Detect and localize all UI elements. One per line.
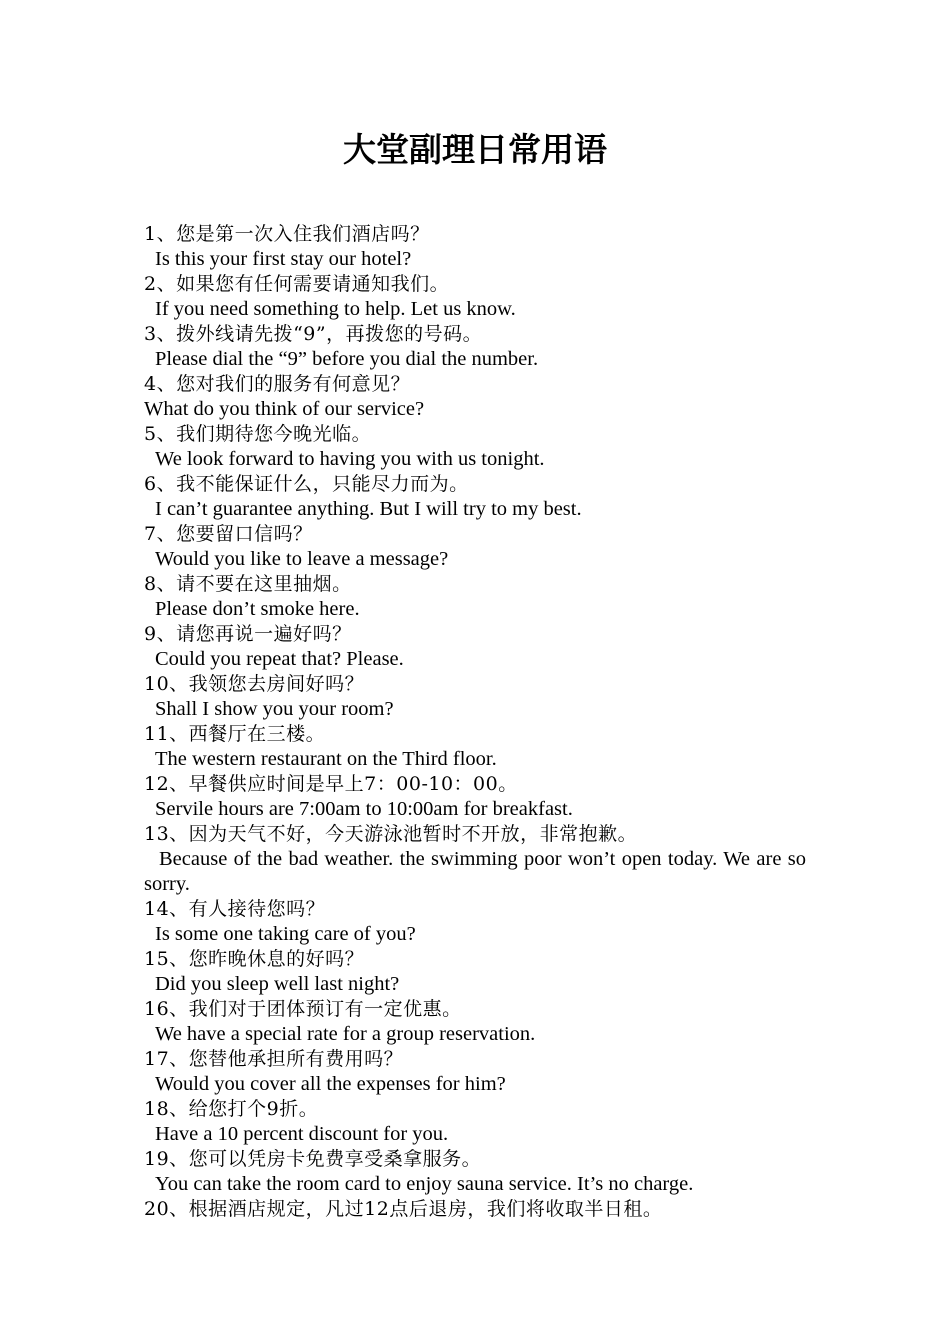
english-translation: Is this your first stay our hotel?	[155, 248, 412, 270]
list-item	[144, 822, 806, 897]
list-item	[144, 897, 806, 947]
list-item	[144, 1197, 806, 1222]
phrase-list	[144, 222, 806, 1222]
english-translation: Please don’t smoke here.	[155, 598, 360, 620]
list-item	[144, 422, 806, 472]
chinese-phrase: 4、您对我们的服务有何意见？	[144, 373, 411, 395]
page-title: 大堂副理日常用语	[343, 130, 607, 169]
chinese-phrase: 8、请不要在这里抽烟。	[144, 573, 352, 595]
english-translation: Shall I show you your room?	[155, 698, 394, 720]
english-translation: The western restaurant on the Third floor.	[155, 748, 497, 770]
chinese-phrase: 9、请您再说一遍好吗？	[144, 623, 352, 645]
english-translation: I can’t guarantee anything. But I will try to my best.	[155, 498, 582, 520]
chinese-phrase: 18、给您打个9折。	[144, 1098, 319, 1120]
chinese-phrase: 14、有人接待您吗？	[144, 898, 326, 920]
chinese-phrase: 10、我领您去房间好吗？	[144, 673, 365, 695]
english-translation: What do you think of our service?	[144, 398, 425, 420]
chinese-phrase: 20、根据酒店规定，凡过12点后退房，我们将收取半日租。	[144, 1198, 663, 1220]
english-translation: Is some one taking care of you?	[155, 923, 416, 945]
chinese-phrase: 5、我们期待您今晚光临。	[144, 423, 372, 445]
chinese-phrase: 17、您替他承担所有费用吗？	[144, 1048, 404, 1070]
list-item	[144, 672, 806, 722]
english-translation: Servile hours are 7:00am to 10:00am for breakfast.	[155, 798, 573, 820]
list-item	[144, 722, 806, 772]
list-item	[144, 222, 806, 272]
english-translation: If you need something to help. Let us know.	[155, 298, 516, 320]
list-item	[144, 272, 806, 322]
list-item	[144, 322, 806, 372]
chinese-phrase: 1、您是第一次入住我们酒店吗？	[144, 223, 430, 245]
english-translation: Did you sleep well last night?	[155, 973, 400, 995]
chinese-phrase: 7、您要留口信吗？	[144, 523, 313, 545]
list-item	[144, 522, 806, 572]
list-item	[144, 1097, 806, 1147]
english-translation: We have a special rate for a group reservation.	[155, 1023, 536, 1045]
list-item	[144, 472, 806, 522]
chinese-phrase: 3、拨外线请先拨“9”，再拨您的号码。	[144, 323, 483, 345]
list-item	[144, 997, 806, 1047]
english-translation: Would you like to leave a message?	[155, 548, 449, 570]
chinese-phrase: 6、我不能保证什么，只能尽力而为。	[144, 473, 469, 495]
chinese-phrase: 12、早餐供应时间是早上7：00-10：00。	[144, 773, 518, 795]
chinese-phrase: 13、因为天气不好，今天游泳池暂时不开放，非常抱歉。	[144, 823, 638, 845]
english-translation: We look forward to having you with us tonight.	[155, 448, 545, 470]
english-translation: Could you repeat that? Please.	[155, 648, 404, 670]
chinese-phrase: 16、我们对于团体预订有一定优惠。	[144, 998, 462, 1020]
english-translation: Please dial the “9” before you dial the number.	[155, 348, 539, 370]
list-item	[144, 572, 806, 622]
english-translation: Have a 10 percent discount for you.	[155, 1123, 449, 1145]
english-translation: You can take the room card to enjoy sauna service. It’s no charge.	[155, 1173, 694, 1195]
chinese-phrase: 19、您可以凭房卡免费享受桑拿服务。	[144, 1148, 482, 1170]
chinese-phrase: 11、西餐厅在三楼。	[144, 723, 326, 745]
english-translation: Because of the bad weather. the swimming poor won’t open today. We are so sorry.	[144, 848, 806, 895]
english-translation: Would you cover all the expenses for him?	[155, 1073, 506, 1095]
list-item	[144, 1147, 806, 1197]
list-item	[144, 1047, 806, 1097]
chinese-phrase: 15、您昨晚休息的好吗？	[144, 948, 365, 970]
list-item	[144, 372, 806, 422]
chinese-phrase: 2、如果您有任何需要请通知我们。	[144, 273, 450, 295]
list-item	[144, 947, 806, 997]
list-item	[144, 622, 806, 672]
list-item	[144, 772, 806, 822]
